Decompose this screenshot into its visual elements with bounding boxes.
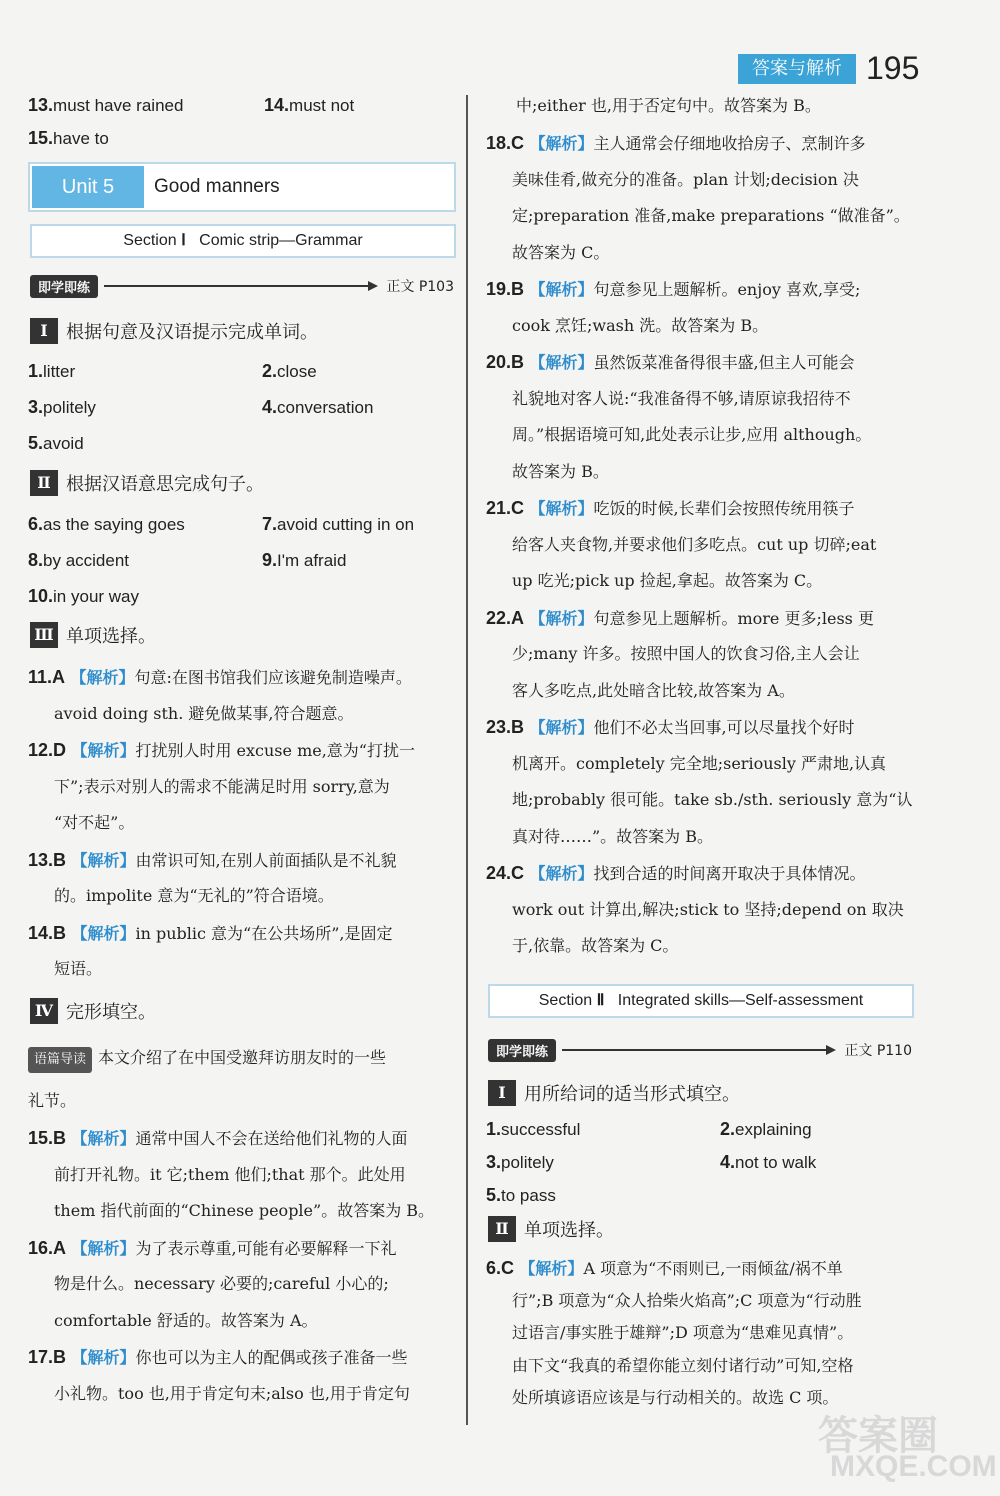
explanation-text: 打扰别人时用 excuse me,意为“打扰一 <box>135 741 415 760</box>
explanation-item <box>28 1345 458 1370</box>
roman-numeral: Ⅱ <box>488 1216 516 1242</box>
item-number: 3. <box>28 397 44 417</box>
explanation-item <box>28 738 458 763</box>
explanation-text: cook 烹饪;wash 洗。故答案为 B。 <box>512 315 769 335</box>
explanation-text: 吃饭的时候,长辈们会按照传统用筷子 <box>593 499 855 518</box>
explanation-line <box>54 1199 464 1223</box>
explanation-line <box>54 702 464 726</box>
arrow-line <box>104 285 368 287</box>
heading-text: 根据句意及汉语提示完成单词。 <box>66 322 318 343</box>
explanation-text: A 项意为“不雨则已,一雨倾盆/祸不单 <box>583 1259 843 1278</box>
explanation-text: 真对待……”。故答案为 B。 <box>512 826 714 846</box>
answer-text: I'm afraid <box>277 551 347 570</box>
explanation-line <box>512 168 922 192</box>
explanation-text: 于,依靠。故答案为 C。 <box>512 936 679 955</box>
explanation-line <box>512 934 922 958</box>
explanation-text: in public 意为“在公共场所”,是固定 <box>135 923 393 943</box>
exercise-heading <box>488 1080 740 1106</box>
watermark-logo: 答案圈 <box>818 1413 938 1459</box>
explanation-text: 短语。 <box>54 959 103 978</box>
item-number: 1. <box>28 361 44 381</box>
practice-tag: 即学即练 <box>30 275 98 298</box>
explanation-text: 他们不必太当回事,可以尽量找个好时 <box>593 718 855 737</box>
explanation-item <box>486 277 916 302</box>
explanation-text: 虽然饭菜准备得很丰盛,但主人可能会 <box>593 353 855 372</box>
explanation-item <box>486 606 916 631</box>
answer-text: politely <box>43 398 96 417</box>
guide-text: 本文介绍了在中国受邀拜访朋友时的一些 <box>98 1048 387 1067</box>
exercise-heading <box>30 998 156 1024</box>
exercise-heading <box>30 622 156 648</box>
page-reference: 正文 P103 <box>386 279 454 295</box>
item-number: 18.C <box>486 133 525 153</box>
item-number: 20.B <box>486 352 525 372</box>
explanation-text: 少;many 许多。按照中国人的饮食习俗,主人会让 <box>512 644 860 663</box>
answer-row <box>28 431 458 456</box>
answer-row <box>486 1183 916 1208</box>
answer-text: must not <box>289 96 355 115</box>
explanation-line <box>512 642 922 666</box>
roman-numeral: Ⅰ <box>488 1080 516 1106</box>
section-prefix: Section <box>123 232 177 249</box>
explanation-item <box>486 715 916 740</box>
answer-text: explaining <box>735 1120 812 1139</box>
passage-guide <box>28 1046 458 1073</box>
explanation-text: 的。impolite 意为“无礼的”符合语境。 <box>54 886 334 905</box>
explanation-text: “对不起”。 <box>54 813 135 832</box>
arrow-icon <box>826 1045 836 1055</box>
answer-text: must have rained <box>53 96 184 115</box>
item-number: 21.C <box>486 498 525 518</box>
column-divider <box>466 95 468 1425</box>
explanation-line <box>512 825 922 849</box>
roman-numeral: Ⅲ <box>30 622 58 648</box>
explanation-text: 故答案为 C。 <box>512 242 610 262</box>
analysis-tag: 【解析】 <box>519 1259 584 1278</box>
answer-row <box>28 395 458 420</box>
answer-row <box>28 359 458 384</box>
analysis-tag: 【解析】 <box>529 864 594 883</box>
exercise-heading <box>30 470 264 496</box>
explanation-line <box>512 241 922 265</box>
item-number: 1. <box>486 1119 502 1139</box>
explanation-text: 行”;B 项意为“众人拾柴火焰高”;C 项意为“行动胜 <box>512 1290 862 1310</box>
explanation-text: 定;preparation 准备,make preparations “做准备”。 <box>512 206 910 225</box>
explanation-text: 地;probably 很可能。take sb./sth. seriously 意为“认 <box>512 790 913 809</box>
item-number: 15.B <box>28 1128 67 1148</box>
item-number: 13.B <box>28 849 67 870</box>
item-number: 8. <box>28 550 44 570</box>
guide-text: 礼节。 <box>28 1091 77 1110</box>
analysis-tag: 【解析】 <box>71 1238 136 1258</box>
explanation-text: 为了表示尊重,可能有必要解释一下礼 <box>135 1238 397 1258</box>
item-number: 6. <box>28 514 44 534</box>
answer-section-badge: 答案与解析 <box>738 54 856 84</box>
answer-row <box>28 548 458 573</box>
page-number: 195 <box>866 50 920 86</box>
item-number: 2. <box>720 1119 736 1139</box>
section-title: Comic strip—Grammar <box>199 232 363 249</box>
explanation-line <box>512 898 922 922</box>
explanation-item <box>28 665 458 690</box>
practice-banner <box>488 1038 912 1062</box>
item-number: 4. <box>262 397 278 417</box>
item-number: 22.A <box>486 607 525 628</box>
analysis-tag: 【解析】 <box>71 850 136 870</box>
analysis-tag: 【解析】 <box>529 353 594 372</box>
item-number: 14.B <box>28 922 67 943</box>
item-number: 15. <box>28 128 54 148</box>
item-number: 12.D <box>28 740 67 760</box>
answer-text: conversation <box>277 398 374 417</box>
item-number: 19.B <box>486 279 525 299</box>
arrow-icon <box>368 281 378 291</box>
explanation-text: 找到合适的时间离开取决于具体情况。 <box>593 864 866 883</box>
explanation-text: 客人多吃点,此处暗含比较,故答案为 A。 <box>512 680 795 700</box>
explanation-text: 处所填谚语应该是与行动相关的。故选 C 项。 <box>512 1388 839 1407</box>
explanation-text: 通常中国人不会在送给他们礼物的人面 <box>135 1129 408 1148</box>
heading-text: 单项选择。 <box>66 626 156 647</box>
item-number: 24.C <box>486 863 525 883</box>
item-number: 10. <box>28 586 54 606</box>
explanation-text: 小礼物。too 也,用于肯定句末;also 也,用于肯定句 <box>54 1383 410 1403</box>
item-number: 13. <box>28 95 54 115</box>
explanation-line <box>54 1309 464 1333</box>
explanation-text: avoid doing sth. 避免做某事,符合题意。 <box>54 703 354 723</box>
explanation-text: 主人通常会仔细地收拾房子、烹制许多 <box>593 134 866 153</box>
explanation-item <box>486 861 916 886</box>
item-number: 5. <box>28 433 44 453</box>
heading-text: 用所给词的适当形式填空。 <box>524 1084 740 1105</box>
item-number: 4. <box>720 1152 736 1172</box>
answer-text: by accident <box>43 551 130 570</box>
item-number: 9. <box>262 550 278 570</box>
analysis-tag: 【解析】 <box>71 923 136 943</box>
section-number: Ⅰ <box>181 232 186 249</box>
explanation-text: 机离开。completely 完全地;seriously 严肃地,认真 <box>512 753 887 773</box>
explanation-item <box>486 131 916 156</box>
analysis-tag: 【解析】 <box>529 608 594 628</box>
answer-text: close <box>277 362 317 381</box>
item-number: 11.A <box>28 667 66 687</box>
item-number: 7. <box>262 514 278 534</box>
explanation-item <box>28 921 458 946</box>
heading-text: 根据汉语意思完成句子。 <box>66 474 264 495</box>
explanation-text: 过语言/事实胜于雄辩”;D 项意为“患难见真情”。 <box>512 1323 854 1342</box>
answer-text: as the saying goes <box>43 515 185 534</box>
watermark-url: MXQE.COM <box>830 1450 997 1483</box>
answer-text: politely <box>501 1153 554 1172</box>
passage-guide-cont <box>28 1089 76 1113</box>
explanation-text: 句意:在图书馆我们应该避免制造噪声。 <box>134 668 412 687</box>
explanation-line <box>512 1289 922 1313</box>
explanation-text: 前打开礼物。it 它;them 他们;that 那个。此处用 <box>54 1164 406 1184</box>
section-title: Integrated skills—Self-assessment <box>617 992 864 1009</box>
item-number: 17.B <box>28 1347 67 1367</box>
explanation-text: 周。”根据语境可知,此处表示让步,应用 although。 <box>512 425 872 444</box>
roman-numeral: Ⅰ <box>30 318 58 344</box>
explanation-text: 由下文“我真的希望你能立刻付诸行动”可知,空格 <box>512 1355 854 1375</box>
analysis-tag: 【解析】 <box>529 718 594 737</box>
explanation-item <box>28 1236 458 1261</box>
explanation-line <box>512 679 922 703</box>
answer-text: successful <box>501 1120 581 1139</box>
explanation-text: up 吃光;pick up 捡起,拿起。故答案为 C。 <box>512 571 823 590</box>
explanation-text: 句意参见上题解析。more 更多;less 更 <box>593 608 874 628</box>
unit-title: Good manners <box>154 176 280 197</box>
explanation-line <box>512 387 922 411</box>
explanation-line <box>512 204 922 228</box>
analysis-tag: 【解析】 <box>529 134 594 153</box>
explanation-line: 中;either 也,用于否定句中。故答案为 B。 <box>516 96 821 115</box>
item-number: 5. <box>486 1185 502 1205</box>
explanation-line <box>54 884 464 908</box>
explanation-text: 美味佳肴,做充分的准备。plan 计划;decision 决 <box>512 169 859 189</box>
explanation-line <box>512 752 922 776</box>
guide-tag: 语篇导读 <box>28 1047 92 1073</box>
explanation-text: work out 计算出,解决;stick to 坚持;depend on 取决 <box>512 899 904 919</box>
explanation-line <box>512 533 922 557</box>
explanation-text: 你也可以为主人的配偶或孩子准备一些 <box>135 1348 408 1367</box>
explanation-text: 故答案为 B。 <box>512 461 609 481</box>
explanation-line <box>54 957 464 981</box>
arrow-line <box>562 1049 826 1051</box>
answer-row <box>486 1150 916 1175</box>
explanation-text: 由常识可知,在别人前面插队是不礼貌 <box>135 850 397 870</box>
answer-text: not to walk <box>735 1153 817 1172</box>
page-reference: 正文 P110 <box>844 1043 912 1059</box>
answer-row <box>486 1117 916 1142</box>
analysis-tag: 【解析】 <box>529 280 594 299</box>
practice-tag: 即学即练 <box>488 1039 556 1062</box>
roman-numeral: Ⅳ <box>30 998 58 1024</box>
section-header <box>488 984 914 1018</box>
item-number: 3. <box>486 1152 502 1172</box>
answer-row <box>28 512 458 537</box>
explanation-line <box>512 569 922 593</box>
explanation-item <box>486 496 916 521</box>
explanation-line <box>54 1272 464 1296</box>
item-number: 14. <box>264 95 290 115</box>
explanation-line <box>54 811 464 835</box>
explanation-line <box>512 1321 922 1345</box>
exercise-heading <box>30 318 318 344</box>
item-number: 2. <box>262 361 278 381</box>
answer-text: avoid cutting in on <box>277 515 415 534</box>
answer-text: litter <box>43 362 76 381</box>
explanation-line <box>512 1354 922 1378</box>
explanation-line <box>512 423 922 447</box>
explanation-line <box>54 1163 464 1187</box>
answer-text: in your way <box>53 587 140 606</box>
explanation-line <box>54 775 464 799</box>
explanation-text: 物是什么。necessary 必要的;careful 小心的; <box>54 1274 389 1293</box>
explanation-text: them 指代前面的“Chinese people”。故答案为 B。 <box>54 1201 435 1220</box>
heading-text: 完形填空。 <box>66 1002 156 1023</box>
unit-header <box>28 162 456 212</box>
explanation-text: 给客人夹食物,并要求他们多吃点。cut up 切碎;eat <box>512 534 877 554</box>
explanation-item <box>486 350 916 375</box>
explanation-text: comfortable 舒适的。故答案为 A。 <box>54 1310 318 1330</box>
section-prefix: Section <box>538 992 593 1009</box>
explanation-line <box>512 314 922 338</box>
section-header <box>30 224 456 258</box>
analysis-tag: 【解析】 <box>71 1348 136 1367</box>
explanation-line <box>54 1382 464 1406</box>
section-number: Ⅱ <box>596 992 605 1009</box>
explanation-line <box>512 460 922 484</box>
heading-text: 单项选择。 <box>524 1220 614 1241</box>
explanation-item <box>486 1256 916 1281</box>
explanation-text: 下”;表示对别人的需求不能满足时用 sorry,意为 <box>54 776 390 796</box>
analysis-tag: 【解析】 <box>71 1129 136 1148</box>
roman-numeral: Ⅱ <box>30 470 58 496</box>
practice-banner <box>30 274 454 298</box>
answer-text: to pass <box>501 1186 556 1205</box>
explanation-item <box>28 848 458 873</box>
answer-text: avoid <box>43 434 84 453</box>
answer-row <box>28 584 458 609</box>
explanation-line <box>512 788 922 812</box>
analysis-tag: 【解析】 <box>70 668 135 687</box>
item-number: 23.B <box>486 717 525 737</box>
unit-label: Unit 5 <box>32 166 144 208</box>
continued-text <box>516 94 821 118</box>
item-number: 16.A <box>28 1237 67 1258</box>
answer-text: have to <box>53 129 109 148</box>
answer-row <box>28 93 458 118</box>
explanation-text: 句意参见上题解析。enjoy 喜欢,享受; <box>593 280 861 299</box>
item-number: 6.C <box>486 1258 515 1278</box>
explanation-text: 礼貌地对客人说:“我准备得不够,请原谅我招待不 <box>512 388 851 408</box>
analysis-tag: 【解析】 <box>71 741 136 760</box>
exercise-heading <box>488 1216 614 1242</box>
answer-row <box>28 126 109 151</box>
explanation-item <box>28 1126 458 1151</box>
analysis-tag: 【解析】 <box>529 499 594 518</box>
